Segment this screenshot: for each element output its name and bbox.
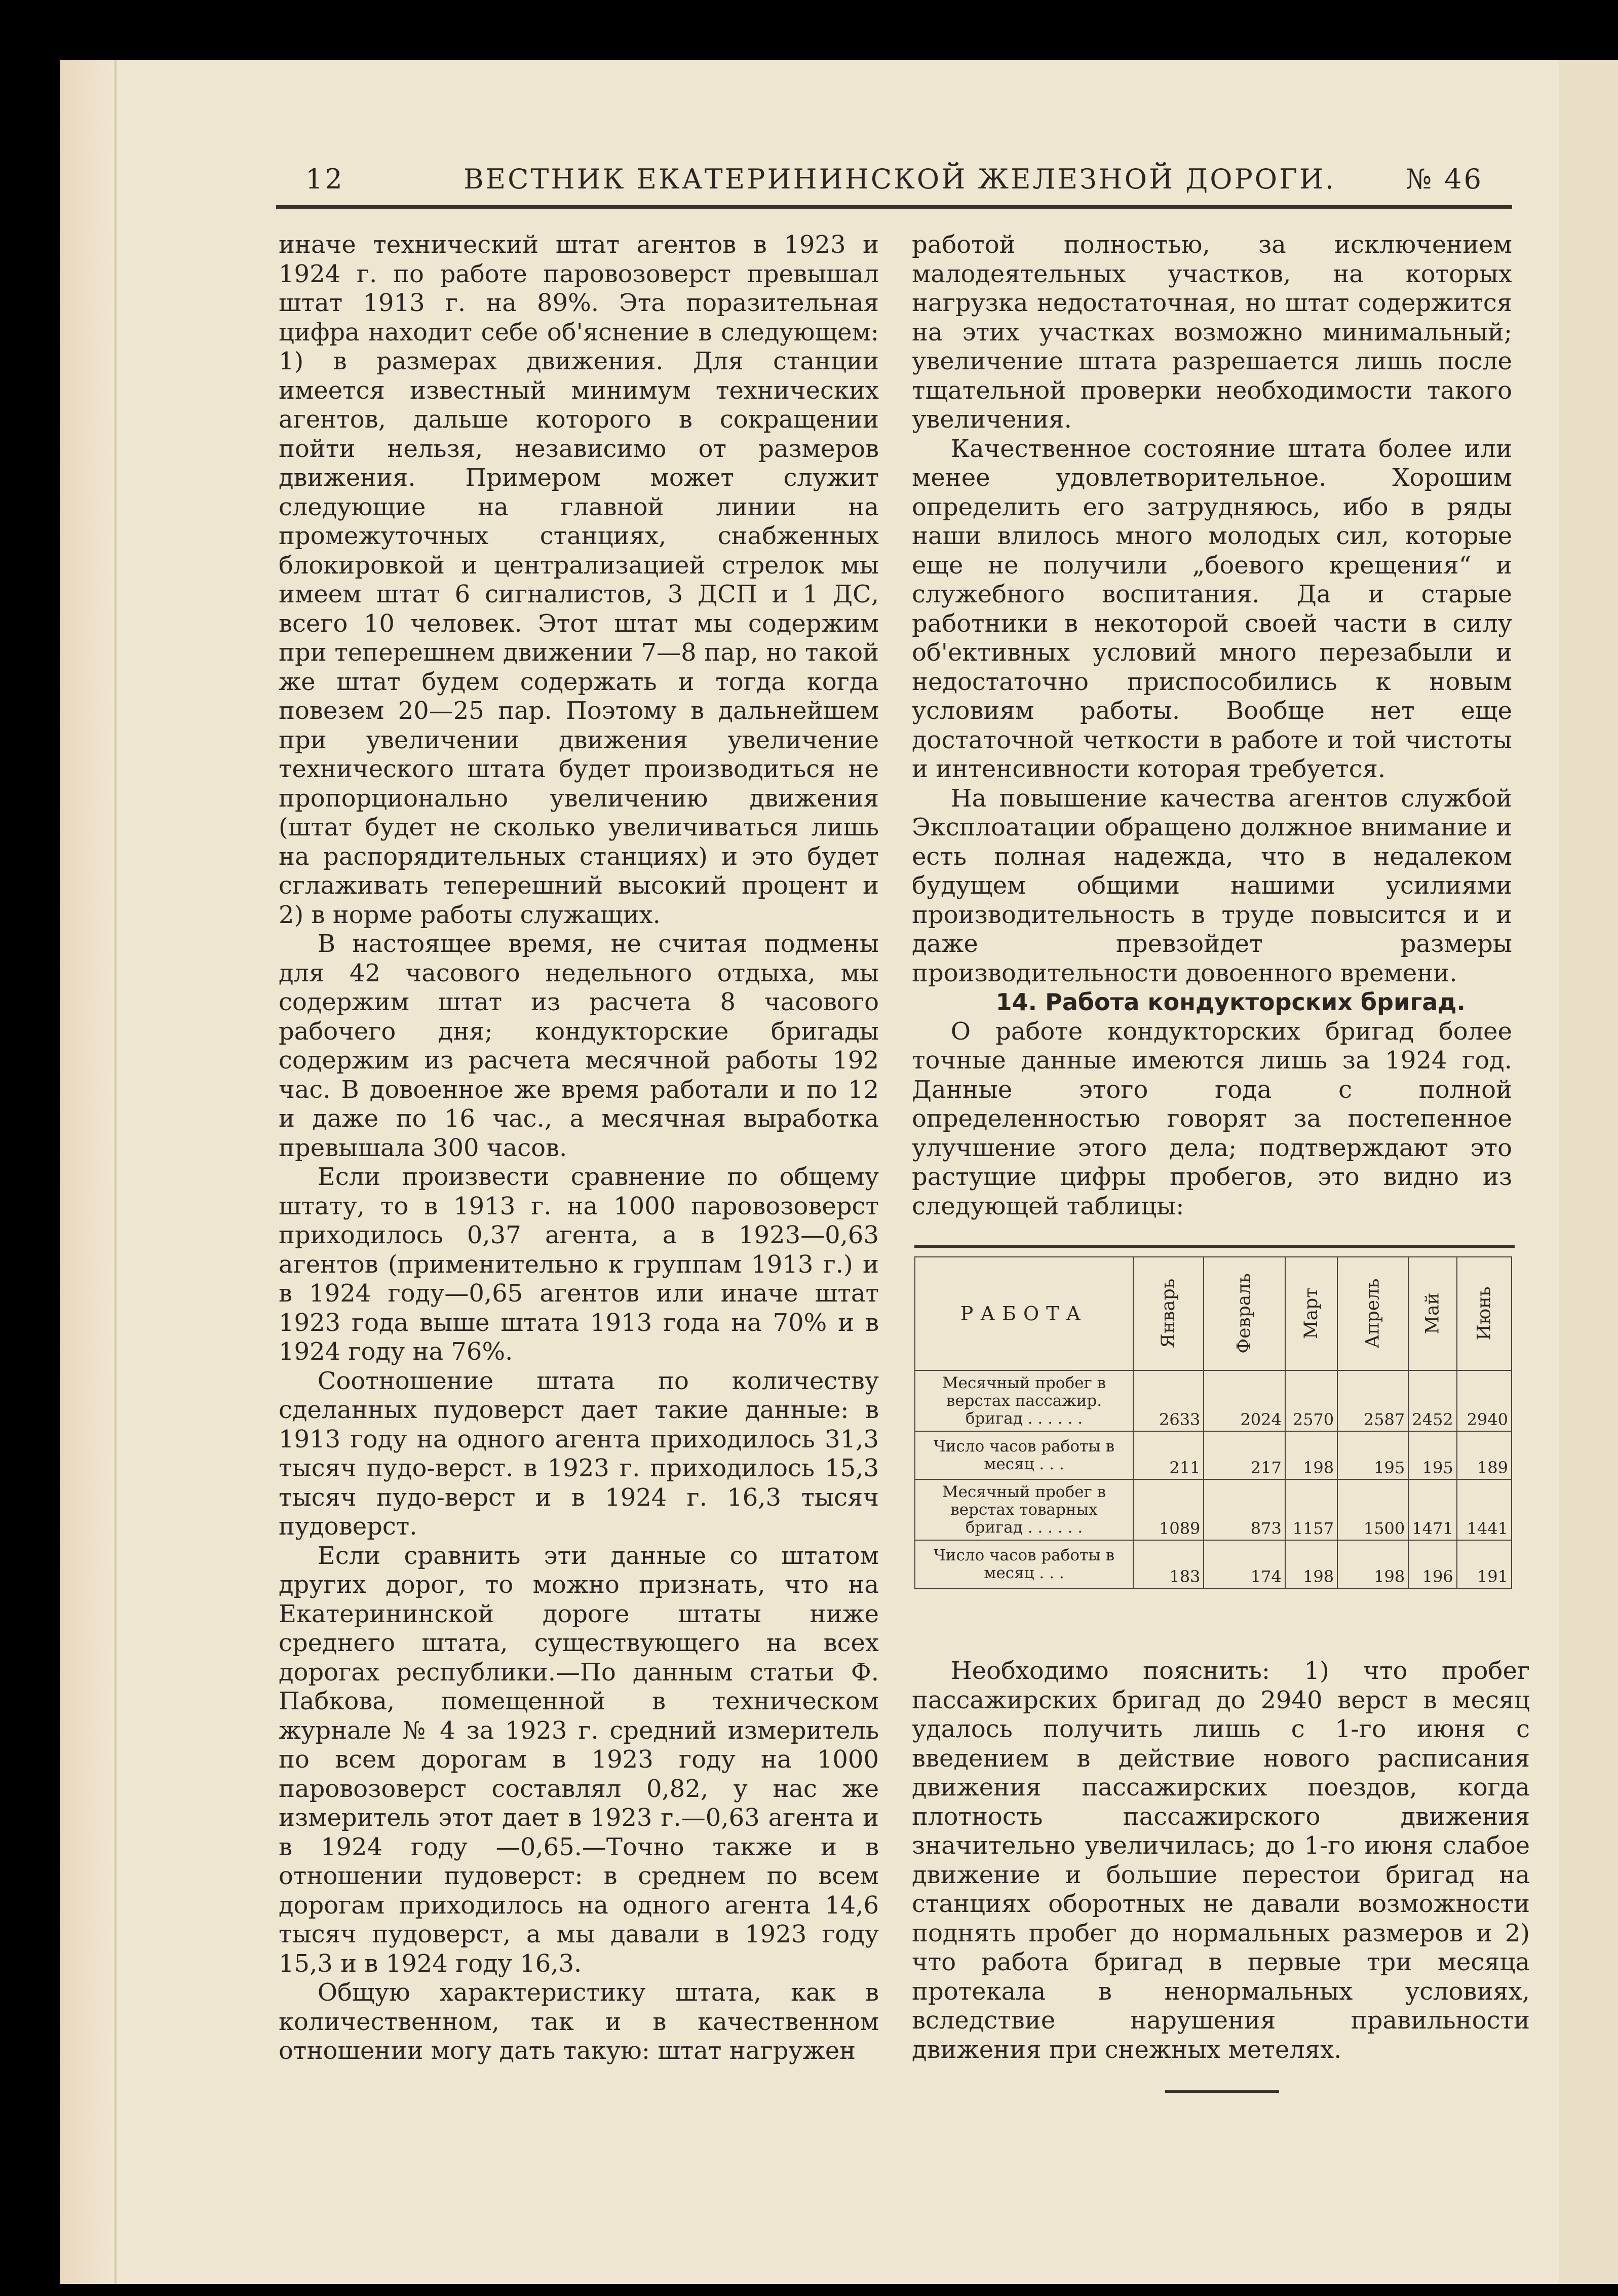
column-header-month: Январь <box>1133 1257 1204 1370</box>
paragraph: Если произвести сравнение по общему штату, то в 1913 г. на 1000 паровозоверст приходилось 0,37 агента, а в 1923—0,63 агентов (применительно к группам 1913 г.) и в 1924 году—0,65 агентов или иначе штат 1923 года выше штата 1913 года на 70% и в 1924 году на 76%. <box>279 1163 879 1366</box>
row-label: Число часов работы в месяц . . . <box>915 1540 1133 1588</box>
section-heading: 14. Работа кондукторских бригад. <box>995 988 1466 1016</box>
table-cell: 2940 <box>1457 1370 1512 1431</box>
table-cell: 191 <box>1457 1540 1512 1588</box>
issue-number: № 46 <box>1406 163 1483 195</box>
paragraph: Необходимо пояснить: 1) что пробег пассажирских бригад до 2940 верст в месяц удалось получить лишь с 1-го июня с введением в действие нового расписания движения пассажирских поездов, когда плотность пассажирского движения значительно увеличилась; до 1-го июня слабое движение и большие перестои бригад на станциях оборотных не давали возможности поднять пробег до нормальных размеров и 2) что работа бригад в первые три месяца протекала в ненормальных условиях, вследствие нарушения правильности движения при снежных метелях. <box>912 1657 1530 2064</box>
table-cell: 1089 <box>1133 1479 1204 1540</box>
table-cell: 873 <box>1204 1479 1285 1540</box>
table-header-row <box>915 1257 1512 1370</box>
table-cell: 198 <box>1285 1540 1337 1588</box>
brigade-work-table <box>914 1256 1512 1589</box>
paragraph: иначе технический штат агентов в 1923 и 1924 г. по работе паровозоверст превышал штат 1913 г. на 89%. Эта поразительная цифра находит себе об'яснение в следующем: 1) в размерах движения. Для станции имеется известный минимум технических агентов, дальше которого в сокращении пойти нельзя, независимо от размеров движения. Примером может служит следующие на главной линии на промежуточных станциях, снабженных блокировкой и централизацией стрелок мы имеем штат 6 сигналистов, 3 ДСП и 1 ДС, всего 10 человек. Этот штат мы содержим при теперешнем движении 7—8 пар, но такой же штат будем содержать и тогда когда повезем 20—25 пар. Поэтому в дальнейшем при увеличении движения увеличение технического штата будет производиться не пропорционально увеличению движения (штат будет не сколько увеличиваться лишь на распорядительных станциях) и это будет сглаживать теперешний высокий процент и 2) в норме работы служащих. <box>279 231 879 929</box>
table-row <box>915 1431 1512 1479</box>
table-row <box>915 1370 1512 1431</box>
article-end-rule <box>1165 2090 1279 2093</box>
paragraph: О работе кондукторских бригад более точные данные имеются лишь за 1924 год. Данные этого года с полной определенностью говорят за постепенное улучшение этого дела; подтверждают это растущие цифры пробегов, это видно из следующей таблицы: <box>912 1017 1512 1220</box>
table-cell: 1441 <box>1457 1479 1512 1540</box>
table-cell: 195 <box>1337 1431 1408 1479</box>
table-row <box>915 1479 1512 1540</box>
paragraph: Качественное состояние штата более или менее удовлетворительное. Хорошим определить его затрудняюсь, ибо в ряды наши влилось много молодых сил, которые еще не получили „боевого крещения“ и служебного воспитания. Да и старые работники в некоторой своей части в силу об'ективных условий много перезабыли и недостаточно приспособились к новым условиям работы. Вообще нет еще достаточной четкости в работе и той чистоты и интенсивности которая требуется. <box>912 434 1512 783</box>
page-header <box>246 163 1502 204</box>
page-number: 12 <box>305 163 344 195</box>
paragraph: Соотношение штата по количеству сделанных пудоверст дает такие данные: в 1913 году на одного агента приходилось 31,3 тысяч пудо-верст. в 1923 г. приходилось 15,3 тысяч пудо-верст и в 1924 г. 16,3 тысяч пудоверст. <box>279 1366 879 1541</box>
data-table <box>914 1256 1512 1589</box>
table-cell: 211 <box>1133 1431 1204 1479</box>
table-cell: 174 <box>1204 1540 1285 1588</box>
row-label: Число часов работы в месяц . . . <box>915 1431 1133 1479</box>
table-cell: 1471 <box>1408 1479 1456 1540</box>
table-cell: 2587 <box>1337 1370 1408 1431</box>
table-cell: 196 <box>1408 1540 1456 1588</box>
column-header-work: РАБОТА <box>915 1257 1133 1370</box>
row-label: Месячный пробег в верстах пассажир. бригад . . . . . . <box>915 1370 1133 1431</box>
paragraph: Общую характеристику штата, как в количественном, так и в качественном отношении могу дать такую: штат нагружен <box>279 1978 879 2065</box>
column-header-month: Февраль <box>1204 1257 1285 1370</box>
table-cell: 195 <box>1408 1431 1456 1479</box>
table-cell: 2633 <box>1133 1370 1204 1431</box>
table-cell: 2452 <box>1408 1370 1456 1431</box>
table-cell: 198 <box>1285 1431 1337 1479</box>
paragraph: На повышение качества агентов службой Эксплоатации обращено должное внимание и есть полная надежда, что в недалеком будущем общими нашими усилиями производительность в труде повысится и и даже превзойдет размеры производительности довоенного времени. <box>912 784 1512 987</box>
table-cell: 217 <box>1204 1431 1285 1479</box>
column-header-month: Июнь <box>1457 1257 1512 1370</box>
paragraph: В настоящее время, не считая подмены для 42 часового недельного отдыха, мы содержим штат из расчета 8 часового рабочего дня; кондукторские бригады содержим из расчета месячной работы 192 час. В довоенное же время работали и по 12 и даже по 16 час., а месячная выработка превышала 300 часов. <box>279 930 879 1162</box>
journal-title: ВЕСТНИК ЕКАТЕРИНИНСКОЙ ЖЕЛЕЗНОЙ ДОРОГИ. <box>464 163 1336 195</box>
header-rule <box>276 205 1512 209</box>
table-cell: 2024 <box>1204 1370 1285 1431</box>
paragraph: Если сравнить эти данные со штатом других дорог, то можно признать, что на Екатерининской дороге штаты ниже среднего штата, существующего на всех дорогах республики.—По данным статьи Ф. Пабкова, помещенной в техническом журнале № 4 за 1923 г. средний измеритель по всем дорогам в 1923 году на 1000 паровозоверст составлял 0,82, у нас же измеритель этот дает в 1923 г.—0,63 агента и в 1924 году —0,65.—Точно также и в отношении пудоверст: в среднем по всем дорогам приходилось на одного агента 14,6 тысяч пудоверст, а мы давали в 1923 году 15,3 и в 1924 году 16,3. <box>279 1541 879 1978</box>
table-cell: 2570 <box>1285 1370 1337 1431</box>
column-header-month: Май <box>1408 1257 1456 1370</box>
text-column-right <box>912 231 1512 1221</box>
table-cell: 183 <box>1133 1540 1204 1588</box>
table-cell: 198 <box>1337 1540 1408 1588</box>
table-top-rule <box>914 1245 1515 1248</box>
table-cell: 1157 <box>1285 1479 1337 1540</box>
row-label: Месячный пробег в верстах товарных бригад . . . . . . <box>915 1479 1133 1540</box>
table-row <box>915 1540 1512 1588</box>
page-fold <box>114 60 117 2284</box>
paragraph: работой полностью, за исключением малодеятельных участков, на которых нагрузка недостаточная, но штат содержится на этих участках возможно минимальный; увеличение штата разрешается лишь после тщательной проверки необходимости такого увеличения. <box>912 231 1512 434</box>
text-column-left <box>279 231 879 2066</box>
table-cell: 189 <box>1457 1431 1512 1479</box>
page-shadow <box>60 60 115 2284</box>
column-header-month: Март <box>1285 1257 1337 1370</box>
text-column-right-bottom <box>912 1657 1530 2064</box>
column-header-month: Апрель <box>1337 1257 1408 1370</box>
table-cell: 1500 <box>1337 1479 1408 1540</box>
